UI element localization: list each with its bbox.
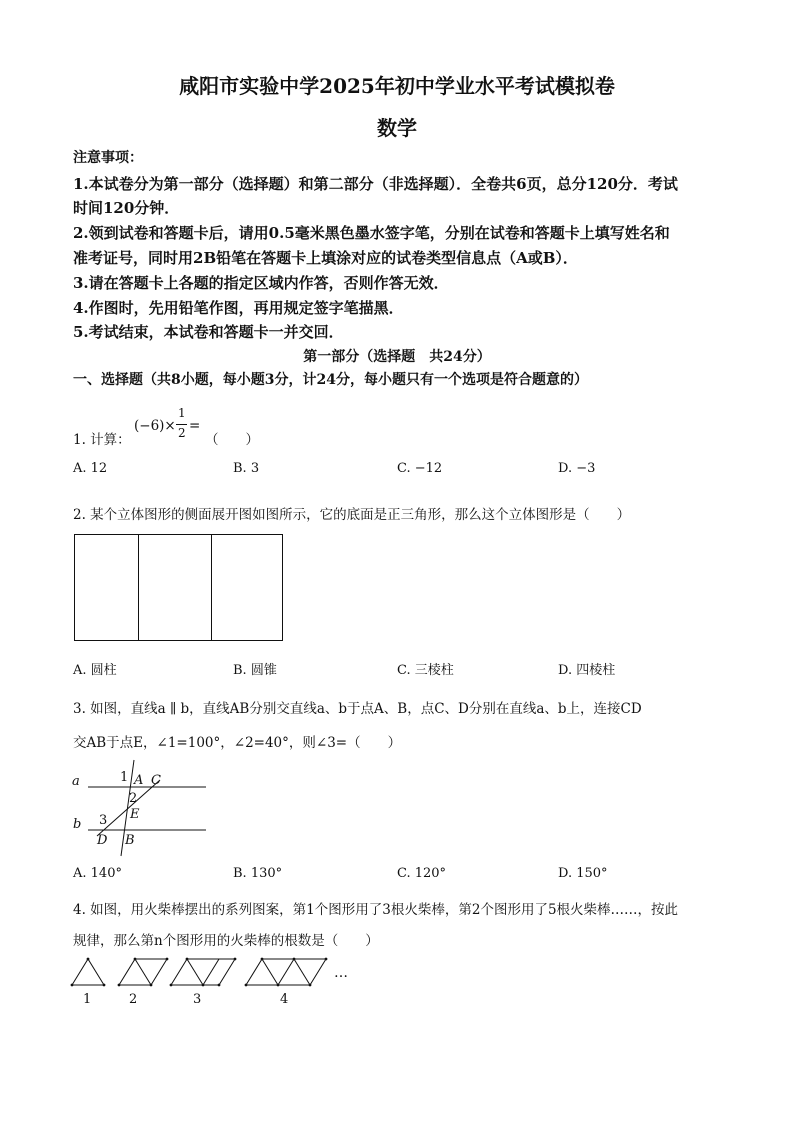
q3-stem-line1: 3. 如图，直线a ∥ b，直线AB分别交直线a、b于点A、B，点C、D分别在直线a、b上，连接CD xyxy=(73,701,642,717)
q2-stem: 2. 某个立体图形的侧面展开图如图所示，它的底面是正三角形，那么这个立体图形是（ ） xyxy=(73,507,631,523)
part1-heading: 第一部分（选择题 共24分） xyxy=(303,349,491,365)
notice-item-2-cont: 准考证号，同时用2B铅笔在答题卡上填涂对应的试卷类型信息点（A或B）． xyxy=(73,249,578,267)
q4-figure-1 xyxy=(72,959,104,985)
q3-angle-1: 1 xyxy=(120,770,129,785)
q1-frac-den: 2 xyxy=(178,426,186,440)
q3-option-a[interactable]: A. 140° xyxy=(73,866,122,881)
q4-figure-label-2: 2 xyxy=(129,992,138,1007)
q1-option-b[interactable]: B. 3 xyxy=(233,461,260,476)
exam-title: 咸阳市实验中学2025年初中学业水平考试模拟卷 xyxy=(179,74,615,98)
q1-frac-num: 1 xyxy=(178,406,186,420)
q3-geometry-figure xyxy=(70,760,210,860)
q2-net-figure xyxy=(74,534,284,642)
q3-label-a: a xyxy=(72,774,80,789)
q4-figure-label-3: 3 xyxy=(193,992,202,1007)
q1-option-d[interactable]: D. −3 xyxy=(558,461,596,476)
q3-option-c[interactable]: C. 120° xyxy=(397,866,447,881)
q1-prefix: 1. 计算： xyxy=(73,432,131,448)
q4-ellipsis: … xyxy=(334,965,348,981)
q3-option-d[interactable]: D. 150° xyxy=(558,866,608,881)
notice-item-1: 1.本试卷分为第一部分（选择题）和第二部分（非选择题）．全卷共6页，总分120分．考试 xyxy=(73,175,678,193)
q2-option-a[interactable]: A. 圆柱 xyxy=(73,663,117,678)
notice-item-4: 4.作图时，先用铅笔作图，再用规定签字笔描黑． xyxy=(73,299,404,317)
q4-stem-line2: 规律，那么第n个图形用的火柴棒的根数是（ ） xyxy=(73,933,379,949)
q2-option-d[interactable]: D. 四棱柱 xyxy=(558,663,616,678)
notice-item-3: 3.请在答题卡上各题的指定区域内作答，否则作答无效． xyxy=(73,274,449,292)
q3-angle-3: 3 xyxy=(99,813,108,828)
q4-figure-label-1: 1 xyxy=(83,992,92,1007)
q3-label-b: b xyxy=(73,817,82,832)
q2-option-c[interactable]: C. 三棱柱 xyxy=(397,663,454,678)
q1-option-c[interactable]: C. −12 xyxy=(397,461,443,476)
q4-figure-2 xyxy=(119,959,167,985)
q3-angle-2: 2 xyxy=(129,791,138,806)
q3-option-b[interactable]: B. 130° xyxy=(233,866,283,881)
q3-label-B: B xyxy=(125,833,135,848)
q4-figure-4 xyxy=(246,959,326,985)
notice-item-1-cont: 时间120分钟． xyxy=(73,199,180,217)
notice-item-2: 2.领到试卷和答题卡后，请用0.5毫米黑色墨水签字笔，分别在试卷和答题卡上填写姓名和 xyxy=(73,224,670,242)
exam-subject: 数学 xyxy=(377,116,417,140)
section-choice-heading: 一、选择题（共8小题，每小题3分，计24分，每小题只有一个选项是符合题意的） xyxy=(73,372,588,388)
q4-matchstick-figures xyxy=(66,955,366,1010)
q1-frac-bar xyxy=(176,424,187,425)
q1-answer-blank: （ ） xyxy=(205,432,259,448)
q1-equals: = xyxy=(189,418,201,434)
q2-option-b[interactable]: B. 圆锥 xyxy=(233,663,277,678)
q3-label-D: D xyxy=(97,833,108,848)
q3-stem-line2: 交AB于点E，∠1=100°，∠2=40°，则∠3=（ ） xyxy=(73,735,402,751)
q3-label-C: C xyxy=(151,773,161,788)
q1-expr-left: (−6)× xyxy=(134,418,176,434)
notice-heading: 注意事项： xyxy=(73,150,143,166)
q4-figure-label-4: 4 xyxy=(280,992,289,1007)
q3-label-E: E xyxy=(130,807,140,822)
q4-stem-line1: 4. 如图，用火柴棒摆出的系列图案，第1个图形用了3根火柴棒，第2个图形用了5根火柴棒……，按此 xyxy=(73,902,679,918)
q3-label-A: A xyxy=(134,773,144,788)
q1-option-a[interactable]: A. 12 xyxy=(73,461,108,476)
notice-item-5: 5.考试结束，本试卷和答题卡一并交回． xyxy=(73,323,344,341)
q4-figure-3 xyxy=(171,959,235,985)
